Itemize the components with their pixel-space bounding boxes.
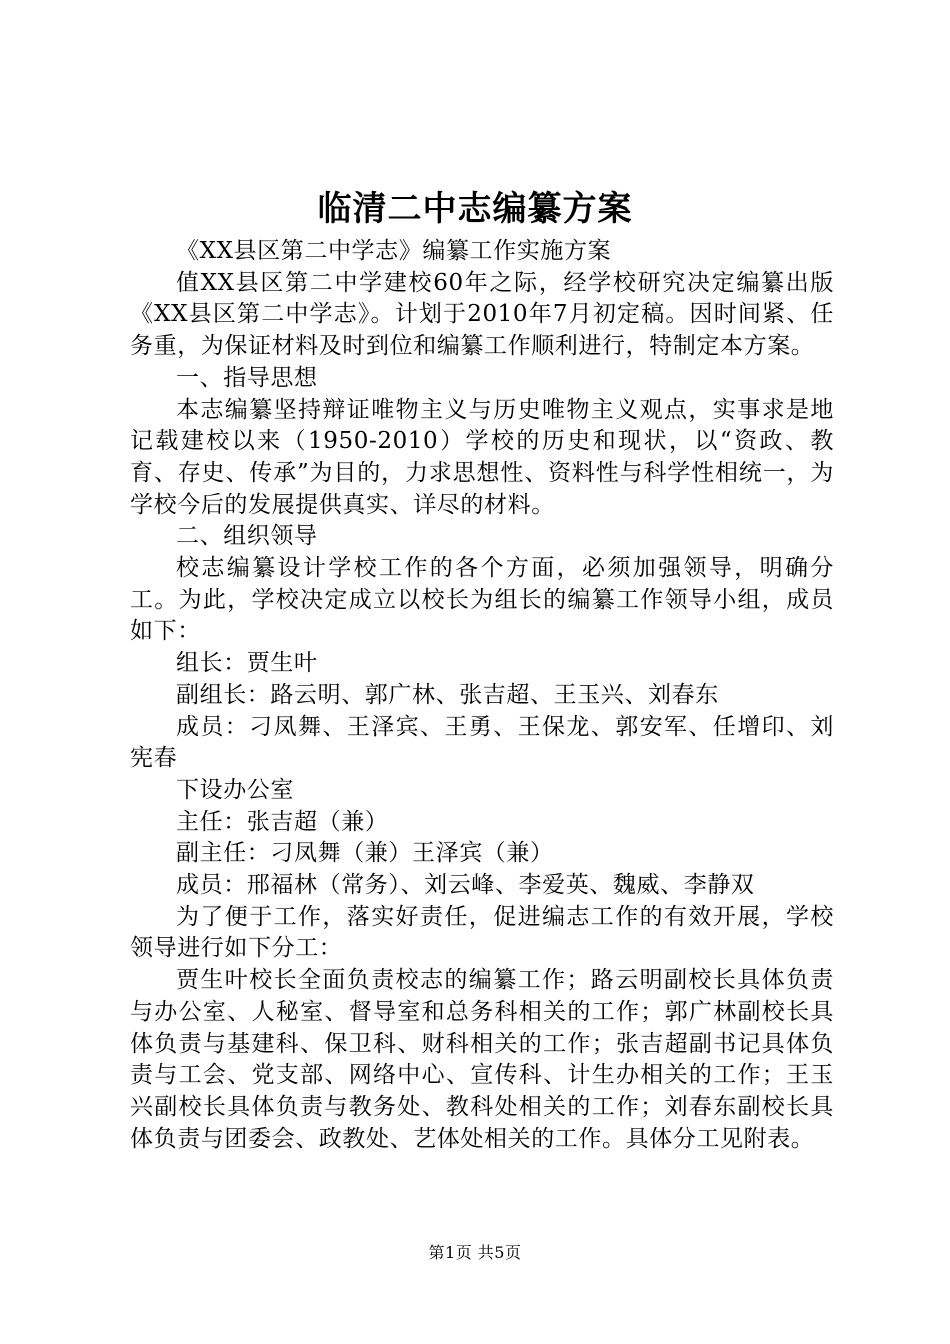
paragraph-director: 主任：张吉超（兼） — [176, 808, 389, 835]
paragraph-office-members: 成员：邢福林（常务）、刘云峰、李爱英、魏威、李静双 — [176, 872, 755, 899]
page-footer: 第1页 共5页 — [428, 1243, 522, 1262]
paragraph-intro: 值XX县区第二中学建校60年之际，经学校研究决定编纂出版《XX县区第二中学志》。计划于2010年7月初定稿。因时间紧、任务重，为保证材料及时到位和编纂工作顺利进行，特制定本方案。 — [130, 269, 834, 360]
paragraph-group-leader: 组长：贾生叶 — [176, 650, 318, 677]
section-heading-organization: 二、组织领导 — [176, 523, 318, 550]
section-heading-guiding-thought: 一、指导思想 — [176, 364, 318, 391]
paragraph-organization: 校志编纂设计学校工作的各个方面，必须加强领导，明确分工。为此，学校决定成立以校长为组长的编纂工作领导小组，成员如下： — [130, 555, 834, 645]
paragraph-guiding-thought: 本志编纂坚持辩证唯物主义与历史唯物主义观点，实事求是地记载建校以来（1950-2010）学校的历史和现状，以“资政、教育、存史、传承”为目的，力求思想性、资料性与科学性相统一，为学校今后的发展提供真实、详尽的材料。 — [130, 396, 834, 518]
paragraph-division-details: 贾生叶校长全面负责校志的编纂工作；路云明副校长具体负责与办公室、人秘室、督导室和总务科相关的工作；郭广林副校长具体负责与基建科、保卫科、财科相关的工作；张吉超副书记具体负责与工会、党支部、网络中心、宣传科、计生办相关的工作；王玉兴副校长具体负责与教务处、教科处相关的工作；刘春东副校长具体负责与团委会、政教处、艺体处相关的工作。具体分工见附表。 — [130, 967, 834, 1152]
document-title: 临清二中志编纂方案 — [317, 189, 633, 229]
paragraph-members: 成员：刁凤舞、王泽宾、王勇、王保龙、郭安军、任增印、刘宪春 — [130, 713, 834, 772]
document-body — [130, 236, 834, 1155]
paragraph-plan-heading: 《XX县区第二中学志》编纂工作实施方案 — [176, 238, 612, 264]
paragraph-office: 下设办公室 — [176, 776, 294, 803]
paragraph-deputy-director: 副主任：刁凤舞（兼）王泽宾（兼） — [176, 840, 554, 867]
paragraph-division-intro: 为了便于工作，落实好责任，促进编志工作的有效开展，学校领导进行如下分工： — [130, 903, 834, 962]
paragraph-deputy-leaders: 副组长：路云明、郭广林、张吉超、王玉兴、刘春东 — [176, 681, 719, 708]
